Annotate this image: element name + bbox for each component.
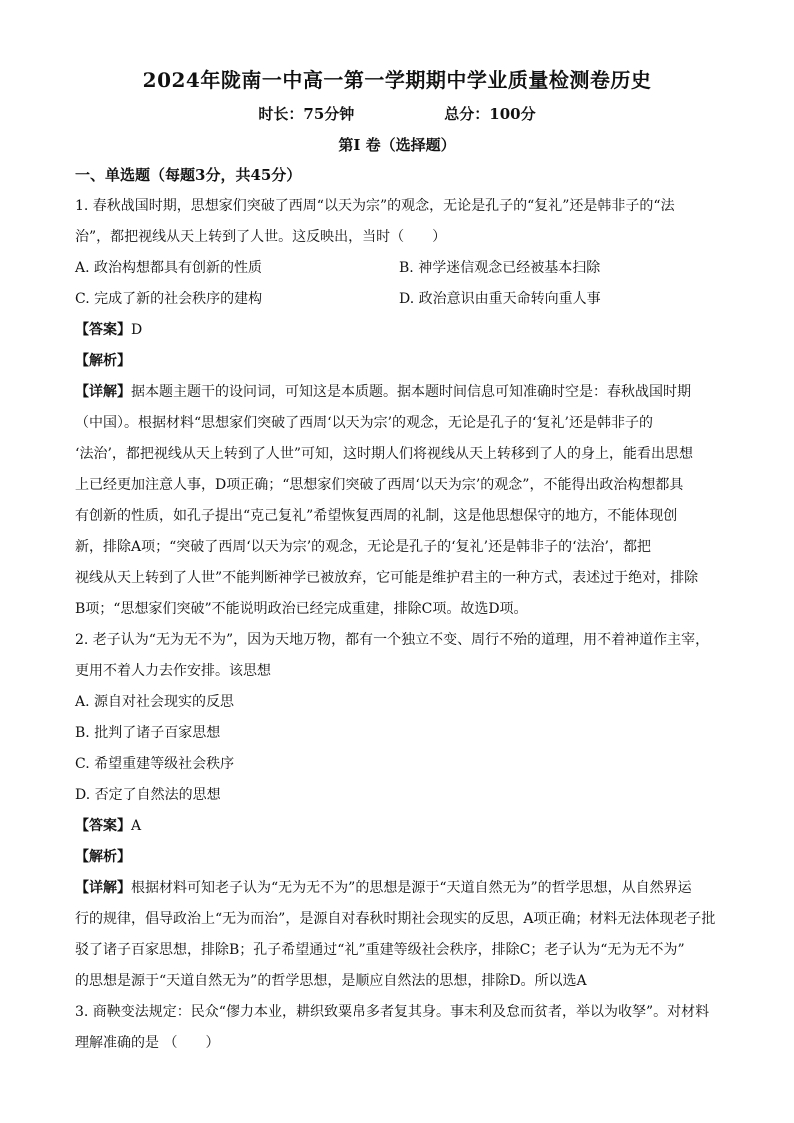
q1-option-b: B. 神学迷信观念已经被基本扫除	[399, 260, 601, 276]
q1-options-row-2	[75, 284, 720, 315]
q2-detail-line: 【详解】根据材料可知老子认为“无为无不为”的思想是源于“天道自然无为”的哲学思想，从自然界运	[75, 880, 692, 896]
q2-detail-tag: 【详解】	[75, 880, 131, 896]
q2-stem-line-2: 更用不着人力去作安排。该思想	[75, 663, 271, 679]
q1-detail-tag: 【详解】	[75, 384, 131, 400]
q1-answer-value: D	[131, 322, 143, 338]
question-1-block	[75, 160, 720, 1059]
q1-detail-line: ‘法治’，都把视线从天上转到了人世”可知，这时期人们将视线从天上转移到了人的身上，能看出思想	[75, 446, 694, 462]
total-score-label: 总分：100分	[444, 105, 536, 123]
q1-detail-line: 【详解】据本题主题干的设问词，可知这是本质题。据本题时间信息可知准确时空是：春秋战国时期	[75, 384, 691, 400]
q3-stem-line-2: 理解准确的是 （ ）	[75, 1035, 220, 1051]
q2-option-a: A. 源自对社会现实的反思	[75, 694, 235, 710]
exam-title: 2024年陇南一中高一第一学期期中学业质量检测卷历史	[142, 68, 652, 92]
q2-detail-line: 驳了诸子百家思想，排除B；孔子希望通过“礼”重建等级社会秩序，排除C；老子认为“无为无不为”	[75, 942, 685, 958]
q2-answer	[75, 811, 720, 842]
q3-stem-line-1: 3. 商鞅变法规定：民众“僇力本业，耕织致粟帛多者复其身。事末利及怠而贫者，举以为收孥”。对材料	[75, 1004, 710, 1020]
q2-detail-line: 的思想是源于“天道自然无为”的哲学思想，是顺应自然法的思想，排除D。所以选A	[75, 973, 587, 989]
q1-stem-line-1: 1. 春秋战国时期，思想家们突破了西周“以天为宗”的观念，无论是孔子的“复礼”还是韩非子的“法	[75, 198, 675, 214]
q1-stem-line-2: 治”，都把视线从天上转到了人世。这反映出，当时（ ）	[75, 229, 447, 245]
q1-options-row-1	[75, 253, 720, 284]
duration-label: 时长：75分钟	[258, 105, 355, 123]
q1-option-d: D. 政治意识由重天命转向重人事	[399, 291, 601, 307]
section-heading: 一、单选题（每题3分，共45分）	[75, 166, 302, 184]
q2-stem-line-1: 2. 老子认为“无为无不为”，因为天地万物，都有一个独立不变、周行不殆的道理，用不着神道作主宰，	[75, 632, 710, 648]
q2-detail	[75, 873, 720, 997]
q1-detail	[75, 377, 720, 625]
volume-heading: 第Ⅰ 卷（选择题）	[338, 136, 456, 154]
q1-detail-line: 有创新的性质，如孔子提出“克己复礼”希望恢复西周的礼制，这是他思想保守的地方，不能体现创	[75, 508, 678, 524]
q1-option-a: A. 政治构想都具有创新的性质	[75, 260, 263, 276]
q1-detail-line: 新，排除A项；“突破了西周‘以天为宗’的观念，无论是孔子的‘复礼’还是韩非子的‘法治’，都把	[75, 539, 651, 555]
q2-answer-value: A	[131, 818, 142, 834]
q1-detail-line: （中国）。根据材料“思想家们突破了西周‘以天为宗’的观念，无论是孔子的‘复礼’还是韩非子的	[75, 415, 653, 431]
q1-option-c: C. 完成了新的社会秩序的建构	[75, 291, 263, 307]
q1-answer	[75, 315, 720, 346]
q2-answer-tag: 【答案】	[75, 818, 131, 834]
q1-detail-line: 上已经更加注意人事，D项正确；“思想家们突破了西周‘以天为宗’的观念”，不能得出政治构想都具	[75, 477, 684, 493]
q2-detail-line: 行的规律，倡导政治上“无为而治”，是源自对春秋时期社会现实的反思，A项正确；材料无法体现老子批	[75, 911, 716, 927]
q1-analysis-tag: 【解析】	[75, 353, 131, 369]
q2-option-c: C. 希望重建等级社会秩序	[75, 756, 235, 772]
exam-meta	[0, 103, 794, 124]
q1-detail-line: 视线从天上转到了人世”不能判断神学已被放弃，它可能是维护君主的一种方式，表述过于绝对，排除	[75, 570, 699, 586]
q1-detail-line: B项；“思想家们突破”不能说明政治已经完成重建，排除C项。故选D项。	[75, 601, 528, 617]
q2-analysis-tag: 【解析】	[75, 849, 131, 865]
q2-option-b: B. 批判了诸子百家思想	[75, 725, 221, 741]
q2-option-d: D. 否定了自然法的思想	[75, 787, 221, 803]
q1-answer-tag: 【答案】	[75, 322, 131, 338]
